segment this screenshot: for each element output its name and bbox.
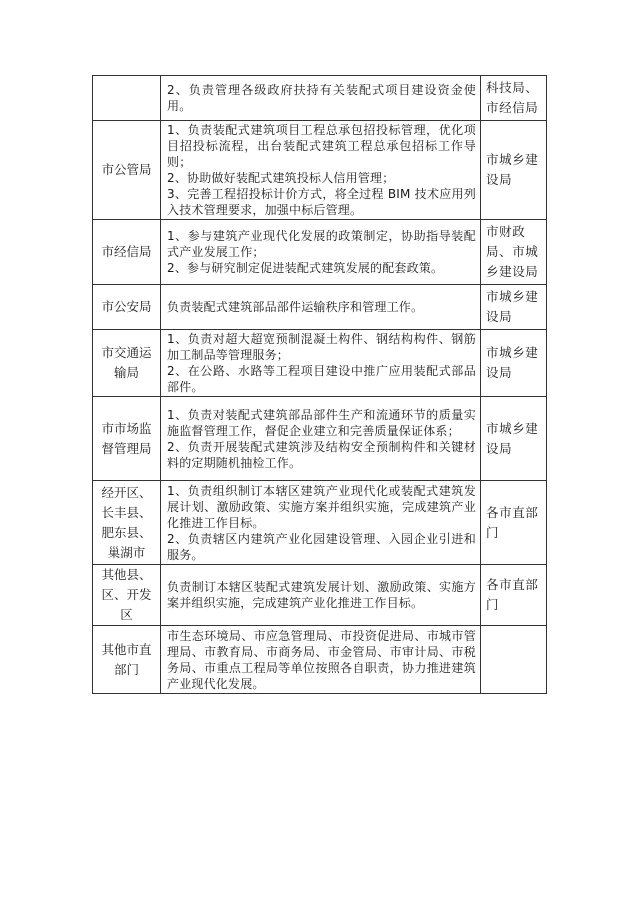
- department-cell: 市公管局: [93, 121, 161, 220]
- lead-unit-cell: 各市直部门: [481, 565, 547, 626]
- duties-cell: [161, 397, 481, 481]
- table-row: [93, 565, 547, 626]
- table-row: [93, 481, 547, 565]
- department-cell: 其他县、区、开发区: [93, 565, 161, 626]
- duty-item: 1、负责装配式建筑项目工程总承包招投标管理，优化项目招投标流程，出台装配式建筑工程总承包招标工作导则；: [167, 123, 476, 169]
- duty-item: 1、负责对超大超宽预制混凝土构件、钢结构构件、钢筋加工制品等管理服务；: [167, 332, 476, 362]
- lead-unit-cell: 各市直部门: [481, 481, 547, 565]
- lead-unit-cell: [481, 626, 547, 694]
- duty-item: 2、参与研究制定促进装配式建筑发展的配套政策。: [167, 261, 444, 275]
- duties-cell: [161, 220, 481, 285]
- department-cell: 市市场监督管理局: [93, 397, 161, 481]
- duties-cell: [161, 121, 481, 220]
- duties-cell: [161, 76, 481, 121]
- lead-unit-cell: 市城乡建设局: [481, 285, 547, 330]
- duty-item: 1、负责组织制订本辖区建筑产业现代化或装配式建筑发展计划、激励政策、实施方案并组织实施，完成建筑产业化推进工作目标。: [167, 483, 476, 530]
- table-row: [93, 626, 547, 694]
- department-cell: 市交通运输局: [93, 330, 161, 397]
- lead-unit-cell: 市城乡建设局: [481, 121, 547, 220]
- duties-cell: [161, 330, 481, 397]
- lead-unit-cell: 市城乡建设局: [481, 330, 547, 397]
- duty-item: 市生态环境局、市应急管理局、市投资促进局、市城市管理局、市教育局、市商务局、市金管局、市审计局、市税务局、市重点工程局等单位按照各自职责，协力推进建筑产业现代化发展。: [167, 628, 476, 691]
- table-row: [93, 285, 547, 330]
- lead-unit-cell: 市财政局、市城乡建设局: [481, 220, 547, 285]
- duty-item: 2、协助做好装配式建筑投标人信用管理；: [167, 171, 395, 185]
- department-cell: 市公安局: [93, 285, 161, 330]
- department-cell: 其他市直部门: [93, 626, 161, 694]
- duty-item: 2、在公路、水路等工程项目建设中推广应用装配式部品部件。: [167, 364, 476, 394]
- table-body: [93, 76, 547, 694]
- table-row: [93, 121, 547, 220]
- duty-item: 2、负责管理各级政府扶持有关装配式项目建设资金使用。: [167, 83, 476, 113]
- duty-item: 2、负责开展装配式建筑涉及结构安全预制构件和关键材料的定期随机抽检工作。: [167, 439, 476, 470]
- duties-cell: [161, 481, 481, 565]
- duty-item: 3、完善工程招投标计价方式，将全过程 BIM 技术应用列入技术管理要求，加强中标后管理。: [167, 187, 476, 217]
- duty-item: 2、负责辖区内建筑产业化园建设管理、入园企业引进和服务。: [167, 531, 476, 562]
- duties-cell: [161, 565, 481, 626]
- duty-item: 负责装配式建筑部品部件运输秩序和管理工作。: [167, 300, 424, 314]
- duties-cell: [161, 285, 481, 330]
- table-row: [93, 330, 547, 397]
- duties-cell: [161, 626, 481, 694]
- department-cell: [93, 76, 161, 121]
- table-row: [93, 220, 547, 285]
- duty-item: 1、负责对装配式建筑部品部件生产和流通环节的质量实施监督管理工作，督促企业建立和完善质量保证体系；: [167, 407, 476, 438]
- duty-item: 1、参与建筑产业现代化发展的政策制定，协助指导装配式产业发展工作；: [167, 229, 476, 259]
- lead-unit-cell: 市城乡建设局: [481, 397, 547, 481]
- table-row: [93, 397, 547, 481]
- table-row: [93, 76, 547, 121]
- department-cell: 市经信局: [93, 220, 161, 285]
- responsibility-table: [92, 75, 547, 694]
- lead-unit-cell: 科技局、市经信局: [481, 76, 547, 121]
- duty-item: 负责制订本辖区装配式建筑发展计划、激励政策、实施方案并组织实施，完成建筑产业化推进工作目标。: [167, 580, 476, 610]
- department-cell: 经开区、长丰县、肥东县、巢湖市: [93, 481, 161, 565]
